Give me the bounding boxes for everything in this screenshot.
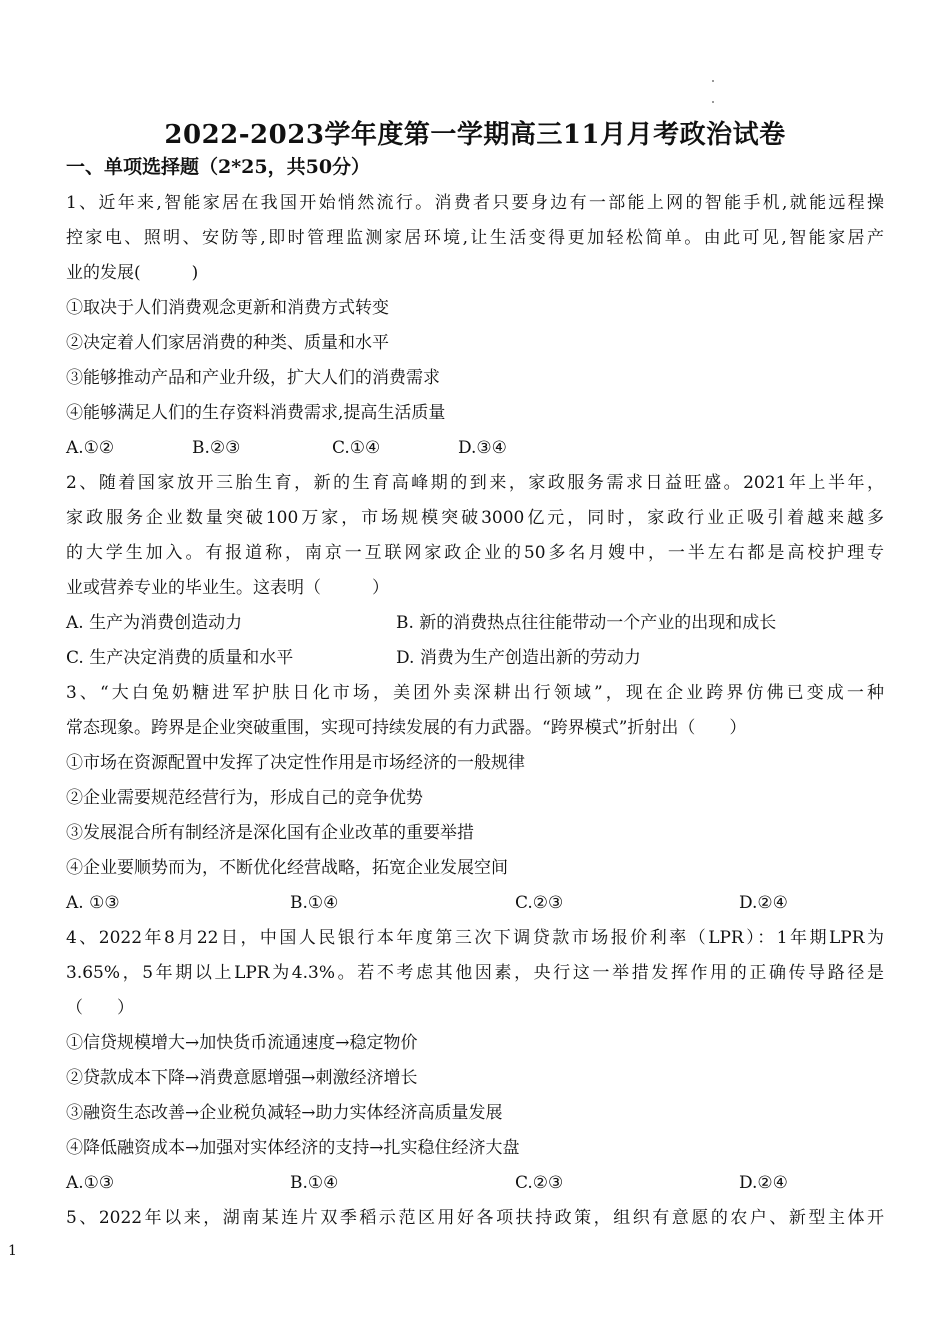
question-2-line-1: 2、随着国家放开三胎生育，新的生育高峰期的到来，家政服务需求日益旺盛。2021年上半年，: [66, 473, 884, 493]
question-4-statement-2: ②贷款成本下降→消费意愿增强→刺激经济增长: [66, 1068, 418, 1088]
question-2-option-b: B. 新的消费热点往往能带动一个产业的出现和成长: [396, 613, 777, 633]
question-3-option-b: B.①④: [290, 893, 339, 913]
question-2-option-d: D. 消费为生产创造出新的劳动力: [396, 648, 641, 668]
question-1-statement-4: ④能够满足人们的生存资料消费需求,提高生活质量: [66, 403, 446, 423]
question-4-option-c: C.②③: [515, 1173, 564, 1193]
question-1-line-3: 业的发展( ): [66, 263, 199, 283]
question-4-line-1: 4、2022年8月22日，中国人民银行本年度第三次下调贷款市场报价利率（LPR）：1年期LPR为: [66, 928, 884, 948]
question-4-line-3: （ ）: [66, 998, 134, 1018]
page-title: 2022-2023学年度第一学期高三11月月考政治试卷: [164, 120, 786, 150]
question-2-line-4: 业或营养专业的毕业生。这表明（ ）: [66, 578, 389, 598]
question-1-statement-2: ②决定着人们家居消费的种类、质量和水平: [66, 333, 389, 353]
question-5-line-1: 5、2022年以来，湖南某连片双季稻示范区用好各项扶持政策，组织有意愿的农户、新型主体开: [66, 1208, 884, 1228]
question-2-line-3: 的大学生加入。有报道称，南京一互联网家政企业的50多名月嫂中，一半左右都是高校护理专: [66, 543, 884, 563]
question-4-statement-3: ③融资生态改善→企业税负减轻→助力实体经济高质量发展: [66, 1103, 503, 1123]
question-4-option-d: D.②④: [739, 1173, 788, 1193]
question-3-statement-2: ②企业需要规范经营行为，形成自己的竞争优势: [66, 788, 423, 808]
question-3-statement-1: ①市场在资源配置中发挥了决定性作用是市场经济的一般规律: [66, 753, 525, 773]
question-3-statement-3: ③发展混合所有制经济是深化国有企业改革的重要举措: [66, 823, 474, 843]
question-3-option-a: A. ①③: [66, 893, 120, 913]
question-4-line-2: 3.65%，5年期以上LPR为4.3%。若不考虑其他因素，央行这一举措发挥作用的正确传导路径是: [66, 963, 884, 983]
question-4-statement-4: ④降低融资成本→加强对实体经济的支持→扎实稳住经济大盘: [66, 1138, 520, 1158]
question-3-statement-4: ④企业要顺势而为，不断优化经营战略，拓宽企业发展空间: [66, 858, 508, 878]
question-3-option-c: C.②③: [515, 893, 564, 913]
question-4-statement-1: ①信贷规模增大→加快货币流通速度→稳定物价: [66, 1033, 418, 1053]
question-2-option-a: A. 生产为消费创造动力: [66, 613, 243, 633]
question-2-option-c: C. 生产决定消费的质量和水平: [66, 648, 294, 668]
question-1-statement-3: ③能够推动产品和产业升级，扩大人们的消费需求: [66, 368, 440, 388]
question-1-line-1: 1、近年来,智能家居在我国开始悄然流行。消费者只要身边有一部能上网的智能手机,就能远程操: [66, 193, 884, 213]
page-number: 1: [8, 1243, 17, 1259]
question-1-option-a: A.①②: [66, 438, 115, 458]
question-2-line-2: 家政服务企业数量突破100万家，市场规模突破3000亿元，同时，家政行业正吸引着越来越多: [66, 508, 884, 528]
scan-mark: [712, 101, 714, 103]
question-1-option-b: B.②③: [192, 438, 241, 458]
question-1-option-d: D.③④: [458, 438, 507, 458]
question-3-option-d: D.②④: [739, 893, 788, 913]
question-1-option-c: C.①④: [332, 438, 381, 458]
question-1-statement-1: ①取决于人们消费观念更新和消费方式转变: [66, 298, 389, 318]
section-heading: 一、单项选择题（2*25，共50分）: [66, 156, 371, 178]
scan-mark: [712, 80, 714, 82]
question-3-line-2: 常态现象。跨界是企业突破重围，实现可持续发展的有力武器。“跨界模式”折射出（ ）: [66, 718, 747, 738]
question-4-option-b: B.①④: [290, 1173, 339, 1193]
question-4-option-a: A.①③: [66, 1173, 115, 1193]
question-1-line-2: 控家电、照明、安防等,即时管理监测家居环境,让生活变得更加轻松简单。由此可见,智能家居产: [66, 228, 884, 248]
question-3-line-1: 3、“大白兔奶糖进军护肤日化市场，美团外卖深耕出行领域”，现在企业跨界仿佛已变成一种: [66, 683, 884, 703]
